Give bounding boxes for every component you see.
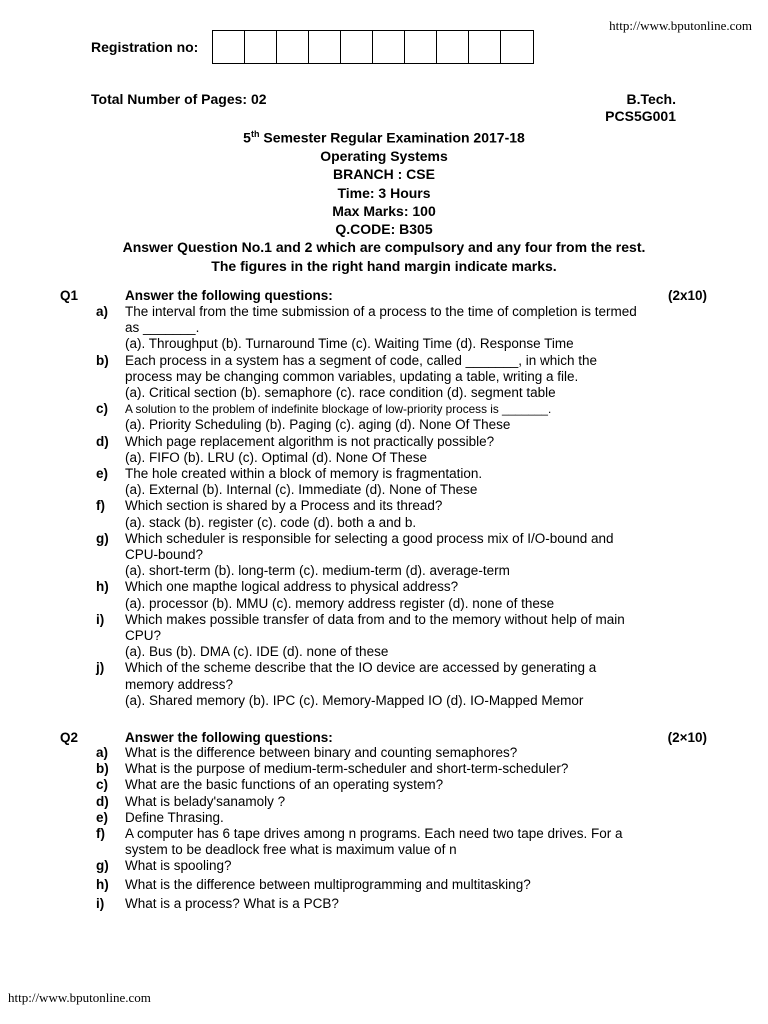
q1-items: [0, 304, 768, 709]
registration-box[interactable]: [469, 31, 501, 63]
semester-suffix: th: [250, 129, 260, 139]
item-letter: i): [96, 611, 105, 627]
item-line: The interval from the time submission of a process to the time of completion is termed: [125, 304, 637, 319]
semester-text: Semester Regular Examination 2017-18: [259, 129, 525, 146]
item-line: Define Thrasing.: [125, 809, 224, 825]
item-line: What is belady'sanamoly ?: [125, 793, 286, 809]
semester-number: 5: [243, 129, 251, 146]
item-letter: j): [96, 660, 105, 676]
q1-number: Q1: [60, 288, 79, 303]
registration-boxes: [212, 30, 534, 64]
item-line: What is the difference between multiprogramming and multitasking?: [125, 876, 531, 892]
item-line: memory address?: [125, 676, 234, 692]
q1-item: [0, 579, 655, 611]
q2-title: Answer the following questions:: [125, 730, 333, 745]
registration-box[interactable]: [501, 31, 533, 63]
item-line: (a). Bus (b). DMA (c). IDE (d). none of these: [125, 644, 389, 660]
item-letter: g): [96, 858, 109, 874]
q2-item: [0, 794, 655, 810]
source-url-bottom: http://www.bputonline.com: [8, 990, 151, 1005]
q1-title: Answer the following questions:: [125, 288, 333, 303]
item-line: process may be changing common variables, updating a table, writing a file.: [125, 368, 579, 384]
item-line: What is a process? What is a PCB?: [125, 895, 339, 911]
item-line: Each process in a system has a segment of code, called _______, in which the: [125, 352, 598, 368]
q1-item: [0, 531, 655, 580]
item-line: What are the basic functions of an operating system?: [125, 777, 444, 793]
item-letter: h): [96, 876, 109, 892]
item-line: A solution to the problem of indefinite blockage of low-priority process is _______.: [125, 402, 552, 417]
course-name: B.Tech.: [626, 91, 676, 107]
item-line: Which section is shared by a Process and its thread?: [125, 498, 443, 514]
item-letter: b): [96, 761, 109, 777]
q1-item: [0, 434, 655, 466]
item-line: Which makes possible transfer of data from and to the memory without help of main: [125, 611, 625, 627]
registration-box[interactable]: [437, 31, 469, 63]
branch: BRANCH : CSE: [333, 166, 435, 183]
semester-line: [0, 125, 768, 147]
exam-header: [0, 125, 768, 275]
course-code-block: [605, 91, 676, 125]
q2-items: [0, 745, 768, 912]
registration-box[interactable]: [309, 31, 341, 63]
q1-item: [0, 660, 655, 709]
item-line: (a). Critical section (b). semaphore (c). race condition (d). segment table: [125, 385, 556, 401]
item-line: What is the purpose of medium-term-scheduler and short-term-scheduler?: [125, 761, 569, 777]
item-letter: d): [96, 433, 109, 449]
item-letter: b): [96, 352, 109, 368]
q2-item: [0, 777, 655, 793]
q2-item: [0, 826, 655, 858]
item-line: (a). Shared memory (b). IPC (c). Memory-Mapped IO (d). IO-Mapped Memor: [125, 692, 584, 708]
registration-box[interactable]: [245, 31, 277, 63]
total-pages: Total Number of Pages: 02: [91, 91, 267, 107]
q1-item: [0, 401, 655, 433]
item-line: The hole created within a block of memory is fragmentation.: [125, 466, 483, 482]
q1-item: [0, 612, 655, 661]
item-line: (a). stack (b). register (c). code (d). both a and b.: [125, 514, 417, 530]
item-line: CPU-bound?: [125, 547, 204, 563]
item-letter: d): [96, 793, 109, 809]
item-line: (a). FIFO (b). LRU (c). Optimal (d). None Of These: [125, 449, 428, 465]
q2-item: [0, 877, 655, 893]
instruction-2: The figures in the right hand margin indicate marks.: [211, 257, 557, 274]
item-letter: f): [96, 826, 105, 842]
q2-number: Q2: [60, 730, 79, 745]
q1-item: [0, 353, 655, 402]
q2-item: [0, 896, 655, 912]
item-letter: e): [96, 809, 109, 825]
item-letter: h): [96, 579, 109, 595]
item-line: Which of the scheme describe that the IO device are accessed by generating a: [125, 660, 597, 676]
q2-marks: (2×10): [667, 730, 707, 745]
source-url-top: http://www.bputonline.com: [609, 18, 752, 33]
item-line: What is the difference between binary and counting semaphores?: [125, 745, 518, 760]
item-line: Which scheduler is responsible for selecting a good process mix of I/O-bound and: [125, 530, 614, 546]
q2-item: [0, 858, 655, 874]
registration-box[interactable]: [373, 31, 405, 63]
item-line: (a). External (b). Internal (c). Immediate (d). None of These: [125, 482, 478, 498]
q1-marks: (2x10): [667, 288, 707, 303]
item-letter: c): [96, 401, 109, 417]
exam-time: Time: 3 Hours: [337, 184, 431, 201]
registration-box[interactable]: [405, 31, 437, 63]
item-letter: a): [96, 304, 109, 319]
item-line: (a). short-term (b). long-term (c). medium-term (d). average-term: [125, 563, 510, 579]
item-letter: a): [96, 745, 109, 760]
item-line: (a). Throughput (b). Turnaround Time (c). Waiting Time (d). Response Time: [125, 336, 574, 352]
registration-label: Registration no:: [91, 39, 199, 55]
item-line: (a). processor (b). MMU (c). memory address register (d). none of these: [125, 595, 555, 611]
registration-field: [91, 30, 534, 64]
item-line: (a). Priority Scheduling (b). Paging (c). aging (d). None Of These: [125, 417, 511, 433]
q1-item: [0, 466, 655, 498]
q2-item: [0, 810, 655, 826]
instruction-1: Answer Question No.1 and 2 which are compulsory and any four from the rest.: [122, 239, 646, 256]
registration-box[interactable]: [277, 31, 309, 63]
registration-box[interactable]: [213, 31, 245, 63]
item-line: Which page replacement algorithm is not practically possible?: [125, 433, 495, 449]
q1-item: [0, 304, 655, 353]
paper-code: PCS5G001: [605, 108, 676, 124]
max-marks: Max Marks: 100: [332, 202, 436, 219]
item-line: CPU?: [125, 628, 162, 644]
q2-item: [0, 745, 655, 761]
item-letter: c): [96, 777, 109, 793]
item-line: as _______.: [125, 320, 200, 336]
item-line: system to be deadlock free what is maximum value of n: [125, 842, 457, 858]
q2-item: [0, 761, 655, 777]
item-line: What is spooling?: [125, 858, 232, 874]
subject: Operating Systems: [320, 147, 448, 164]
registration-box[interactable]: [341, 31, 373, 63]
q1-item: [0, 498, 655, 530]
item-letter: i): [96, 895, 105, 911]
item-line: A computer has 6 tape drives among n programs. Each need two tape drives. For a: [125, 826, 623, 842]
item-line: Which one mapthe logical address to physical address?: [125, 579, 459, 595]
question-code: Q.CODE: B305: [335, 221, 433, 238]
item-letter: f): [96, 498, 105, 514]
item-letter: g): [96, 530, 109, 546]
item-letter: e): [96, 466, 109, 482]
